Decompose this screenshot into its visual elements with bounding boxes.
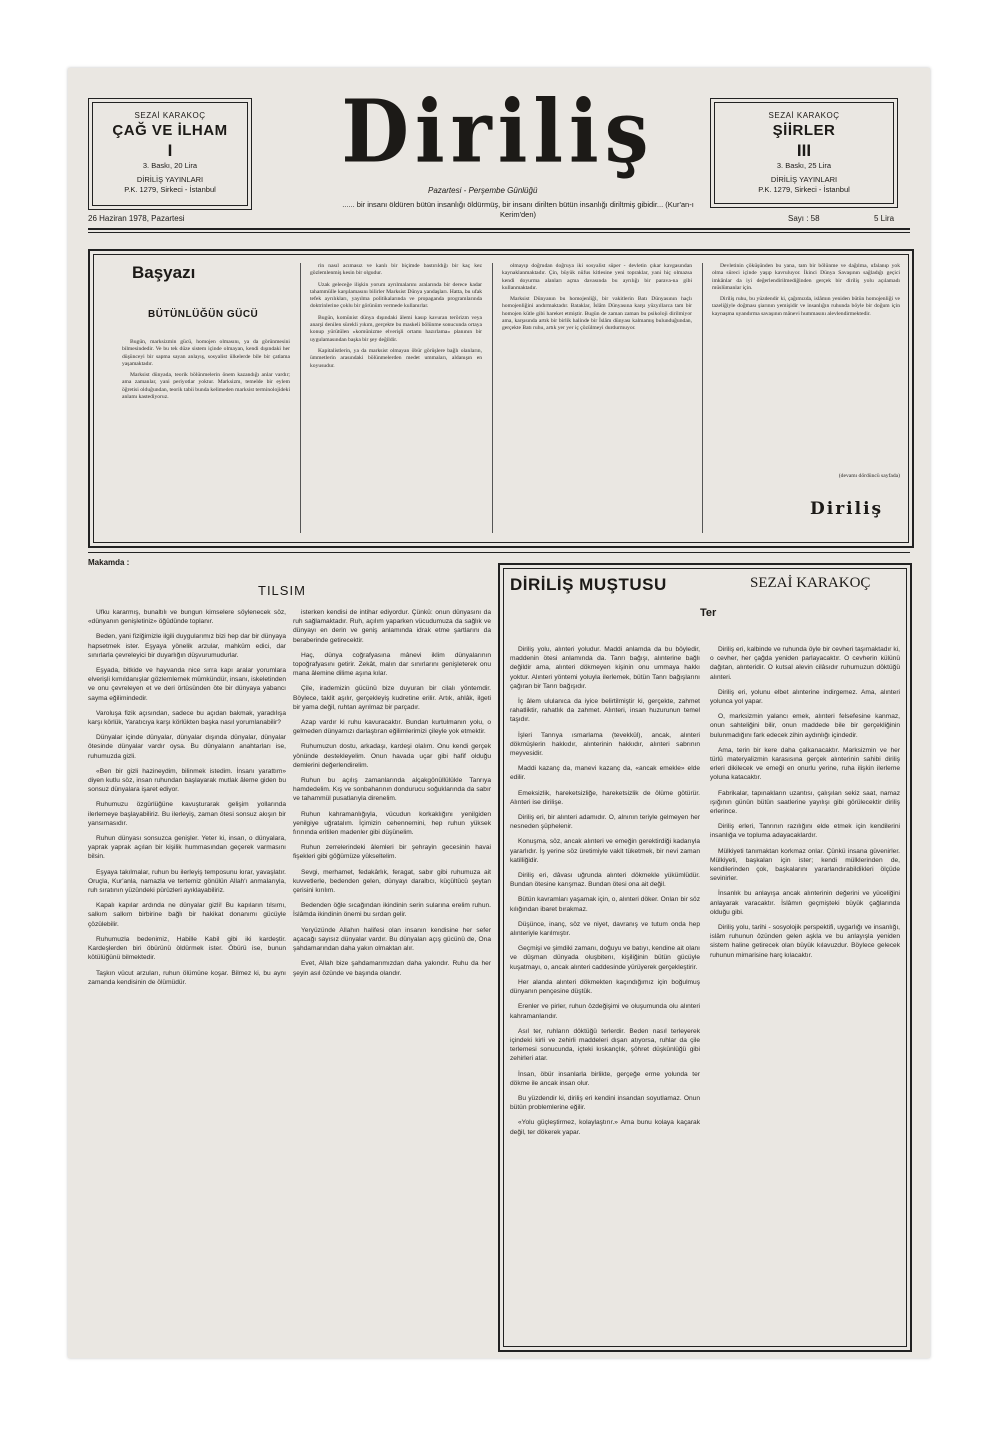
- section-rule: [88, 552, 910, 553]
- right-ad-address: P.K. 1279, Sirkeci - İstanbul: [758, 185, 850, 194]
- makam-paragraph: Sevgi, merhamet, fedakârlık, feragat, sabır gibi ruhumuza ait kuvvetlerle, bedenden gelen, dünyayı daraltıcı, küçültücü şeytan çerisini kırılım.: [293, 868, 491, 895]
- mustu-paragraph: Konuşma, söz, ancak alınteri ve emeğin gerektirdiği kadarıyla yararlıdır. İş yerine söz üretimiyle vakit tüketmek, bir nevi zaman katilliğidir.: [510, 838, 700, 864]
- makam-paragraph: Ruhun zerrelerindeki âlemleri bir şehrayin gecesinin havai fişekleri gibi göğümüze yükseltelim.: [293, 844, 491, 861]
- makam-title: TILSIM: [258, 583, 306, 598]
- makam-paragraph: Yeryüzünde Allahın halifesi olan insanın kendisine her sefer açacağı sayısız dünyalar vardır. Bu dünyaları açış gücünü de, Ona şahdamarından daha yakın olmaktan alır.: [293, 926, 491, 953]
- mustu-paragraph: İç âlem ululanıca da iyice belirtilmiştir ki, gerçekte, zahmet rahatliktir, rahatlık da zahmet. Alınteri, insan huzurunun temel taşıdır.: [510, 698, 700, 724]
- makam-paragraph: Beden, yani fiziğimizle ilgili duygularımız bizi hep dar bir dünyaya hapsetmek ister. Eşyaya yönelik arzular, mahkûm edici, dar sınırlarla çevreleyici bir duyarlığın düşvurumudurlar.: [88, 633, 286, 659]
- makam-paragraph: Evet, Allah bize şahdamarımızdan daha yakındır. Ruhu da her şeyin asıl özünde ve başında olandır.: [293, 960, 491, 977]
- editorial-column-4: [712, 263, 900, 463]
- right-ad-inner-frame: [714, 102, 894, 204]
- mustu-column-1: [510, 645, 700, 1335]
- makam-paragraph: Ruhun bu açılış zamanlarında alçakgönüllülükle Tanrıya hamdedelim. Kış ve sonbaharının dondurucu soğuklarında da sabır ve tahammül pusatlarıyla direnelim.: [293, 777, 491, 803]
- makam-paragraph: Çile, irademizin gücünü bize duyuran bir cilalı yöntemdir. Böylece, taklit aşılır, gerçekleyiş kudretine erilir. Artık, ahlâk, ilgeti bir yama değil, ruhtan ayrılmaz bir parçadır.: [293, 685, 491, 711]
- mustu-paragraph: Bu yüzdendir ki, diriliş eri kendini insandan soyutlamaz. Onun bütün problemlerine eğilir.: [510, 1094, 700, 1112]
- mustu-paragraph: Geçmişi ve şimdiki zamanı, doğuyu ve batıyı, kendine ait olanı ve düşman dünyada oluşbitenı, kişiliğinin bütün gücüyle kuşatmayı, o, ancak alınteri caddesinde yürüyerek gerçekleştirir.: [510, 945, 700, 971]
- makam-column-2: [293, 608, 491, 1348]
- makam-label: Makamda :: [88, 558, 130, 567]
- mustu-paragraph: Diriliş eri, kalbinde ve ruhunda öyle bir cevheri taşımaktadır ki, o cevher, her çağda yeniden parlayacaktır. O cevherin külünü dağıtan, alınteridir. O kutsal alevin cilâsıdır ruhumuzun döktüğü alınteri.: [710, 646, 900, 681]
- makam-paragraph: «Ben bir gizli hazineydim, bilinmek istedim. İnsanı yarattım» diyen kutlu söz, insan ruhundan başlayarak mutlak âleme giden bu sonsuz dünyalara işaret ediyor.: [88, 767, 286, 794]
- mustu-paragraph: Diriliş eri, dâvası uğrunda alınteri dökmekle yükümlüdür. Bundan ötesine karışmaz. Bundan ötesi ona ait değil.: [510, 872, 700, 889]
- mustu-paragraph: Asıl ter, ruhların döktüğü terlerdir. Beden nasıl terleyerek içindeki kirli ve zehirli maddeleri dışarı atıyorsa, ruhlar da çile terlemesi sonucunda, içteki kıskançlık, şöhret düşkünlüğü gibi zehirleri atar.: [510, 1027, 700, 1063]
- makam-paragraph: isterken kendisi de intihar ediyordur. Çünkü: onun dünyasını da ruh sağlamaktadır. Ruh, açılım yaparken vücudumuza da sağlık ve dünyayı en derin ve geniş anlamında idrak etme şartlarını da beraberinde getirecektir.: [293, 609, 491, 644]
- mustu-paragraph: İnsanlık bu anlayışa ancak alınterinin değerini ve yüceliğini anlayarak varacaktır. İslâmın geçmişteki büyük çağlarında olduğu gibi.: [710, 890, 900, 916]
- makam-paragraph: Azap vardır ki ruhu kavuracaktır. Bundan kurtulmanın yolu, o gelmeden dünyamızı darlaştıran eğilimlerimizi çileyle yok etmektir.: [293, 719, 491, 736]
- makam-column-1: [88, 608, 286, 1348]
- makam-paragraph: Varoluşa fizik açısından, sadece bu açıdan bakmak, yaradılışa karşı körlük, Yaratıcıya karşı körlükten başka nasıl yorumlanabilir?: [88, 709, 286, 727]
- editorial-paragraph: Bugün, komünist dünya dışındaki âlemi kasıp kavuran terörizm veya anarşi denilen sürekli yıkım, gerçekte bu maskeli bölünme sonucunda ortaya konup yürütülen «komünizme elverişli ortamı hazırlama» planının bir uygulamasından başka bir şey değildir.: [310, 314, 482, 343]
- makam-paragraph: Kapalı kapılar ardında ne dünyalar gizli! Bu kapıların tılsımı, salkım salkım birbirine bağlı bir hakikat donanımı gücüyle çözülebilir.: [88, 902, 286, 928]
- masthead-quote: ...... bir insanı öldüren bütün insanlığı öldürmüş, bir insanı dirilten bütün insanlığı diriltmiş gibidir... (Kur'an-ı Kerim'den): [342, 200, 694, 219]
- mustu-paragraph: «Yolu güçleştirmez, kolaylaştırır.» Ama bunu kolaya kaçarak değil, ter dökerek yapar.: [510, 1119, 700, 1136]
- editorial-paragraph: rin nasıl acımasız ve kanlı bir biçimde bastırıldığı bir kaç kez gözlemlenmiş kesin bir olgudur.: [310, 263, 482, 277]
- editorial-title: BÜTÜNLÜĞÜN GÜCÜ: [148, 309, 259, 320]
- mustu-paragraph: İnsan, öbür insanlarla birlikte, gerçeğe erme yolunda ter dökme ile ancak insan olur.: [510, 1070, 700, 1087]
- makam-paragraph: Eşyada, bitkide ve hayvanda nice sırra kapı aralar yorumlara elverişli kımıldanışlar gözlemlemek mümkündür, insanı, iskeletinden ve onu çevreleyen et ve deri örtüsünden öte bir dünyaya yabancı sayma eğilimindedir.: [88, 667, 286, 702]
- masthead-title: Diriliş: [341, 82, 655, 183]
- makam-paragraph: Ruhumuzu özgürlüğüne kavuşturarak gelişim yollarında ilerlemeye başlayabiliriz. Bu ilerleyiş, zaman ötesi sonsuz akışın bir yansımasıdır.: [88, 801, 286, 827]
- mustu-paragraph: Erenler ve pirler, ruhun özdeğişimi ve oluşumunda olu alınteri kahramanlarıdır.: [510, 1003, 700, 1020]
- mustu-title: DİRİLİŞ MUŞTUSU: [510, 575, 667, 594]
- editorial-paragraph: Bugün, marksizmin gücü, homojen olmasını, ya da görünmesini bilmesindedir. Ve bu tek düze sistem içinde olmayan, kendi dışındaki her düşünceyi bir sapma sayan anlayış, sosyalist ülkelerde bile bir çatlama yaşamaktadır.: [122, 339, 290, 367]
- makam-paragraph: Eşyaya takılmalar, ruhun bu ilerleyiş temposunu kırar, yavaşlatır. Oruçla, Kur'anla, namazla ve tertemiz gönülün Allah'ı anmalarıyla, ruh sıratının yüzündeki pürüzleri ayıklayabiliriz.: [88, 868, 286, 895]
- editorial-heading: Başyazı: [132, 263, 196, 282]
- mustu-paragraph: Diriliş erleri, Tanrının razılığını elde etmek için kendilerini insanlığa ve topluma adayacaklardır.: [710, 823, 900, 840]
- right-ad-publisher: DİRİLİŞ YAYINLARI: [770, 175, 838, 184]
- mustu-paragraph: Emeksizlik, hareketsizliğe, hareketsizlik de ölüme götürür. Alınteri ise dirilişe.: [510, 789, 700, 806]
- editorial-signature: Diriliş: [810, 499, 884, 519]
- editorial-paragraph: olmayıp doğrudan doğruya iki sosyalist süper - devletin çıkar kavgasından kaynaklanmaktadır. Çin, büyük nüfus kitlesine yeni topraklar, yani hiç olmazsa kendi doyurma alanları açma davasında bu ayrılığı bir parava-na gibi kullanmaktadır.: [502, 263, 692, 291]
- editorial-box: [88, 249, 914, 548]
- makam-paragraph: Ruhun kahramanlığıyla, vücudun korkaklığını yenilgiden yenilgiye uğratalım. İçimizin cehennemini, hep ruhun yüksek fırınında eritilen madenler gibi düşünelim.: [293, 810, 491, 837]
- editorial-continued-note: (devamı dördüncü sayfada): [838, 473, 900, 479]
- left-ad-publisher: DİRİLİŞ YAYINLARI: [136, 175, 204, 184]
- left-ad-title: ÇAĞ VE İLHAM: [112, 122, 228, 139]
- makam-paragraph: Bedenden öğle sıcağından ikindinin serin sularına erelim ruhun. İslâmda ikindinin önemi bu sırdan gelir.: [293, 902, 491, 919]
- mustu-paragraph: Fabrikalar, tapınakların uzantısı, çalışılan sekiz saat, namaz ışığının günün bütün saatlerine yayılışı gibi görülecektir diriliş erlerince.: [710, 789, 900, 816]
- editorial-column-divider: [300, 263, 301, 533]
- mustu-paragraph: İşleri Tanrıya ısmarlama (tevekkül), ancak, alınteri dökmüşlerin hakkıdır, alınterinin hakkıdır, alınteri sabrının meyvesidir.: [510, 731, 700, 758]
- mustu-paragraph: Diriliş eri, yolunu elbet alınterine indirgemez. Ama, alınteri yolunca yol yapar.: [710, 688, 900, 706]
- editorial-paragraph: Marksist Dünyanın bu homojenliği, bir vakitlerin Batı Dünyasının haçlı homojenliğini andırmaktadır. Bataklar, İslâm Dünyasına karşı yüzyıllarca tam bir homojen kütle gibi hareket etmiştir. Bugün de zaman zaman bu psikoloji dirilmiyor ama, karşısında artık bir birlik halinde bir İslâm dünyası kalmamış bulunduğundan, gerçekte Batı ruhu, artık yer yer iç çözülmeyi durdurmuyor.: [502, 296, 692, 332]
- right-ad-author: SEZAİ KARAKOÇ: [768, 111, 840, 120]
- right-book-ad: [710, 98, 898, 208]
- editorial-paragraph: Kapitalistlerin, ya da marksist olmayan öbür görüşlere bağlı olanların, ümmetlerin arasındaki bölünmelerden medet ummaları, aldanışın en koyusudur.: [310, 347, 482, 369]
- mustu-paragraph: Maddi kazanç da, manevi kazanç da, «ancak emekle» elde edilir.: [510, 765, 700, 782]
- editorial-column-1: [122, 339, 290, 529]
- mustu-paragraph: Diriliş yolu, alınteri yoludur. Maddi anlamda da bu böyledir, maddenin ötesi anlamında da. Tanrı bağışı, alınterine bağlı değildir ama, alınteri dökmeyen kişinin onu ummaya hakkı yoktur. Alınteri yöntemi yoluyla ilerlemek, bütün Tanrı bağışlarını çağıran bir Tanrı bağışıdır.: [510, 646, 700, 690]
- editorial-column-divider: [492, 263, 493, 533]
- mustu-paragraph: Diriliş eri, bir alınteri adamıdır. O, alnının teriyle gelmeyen her nesneden şüphelenir.: [510, 814, 700, 831]
- editorial-column-divider: [702, 263, 703, 533]
- right-ad-title: ŞİİRLER: [772, 122, 836, 139]
- left-ad-edition: 3. Baskı, 20 Lira: [142, 161, 198, 170]
- editorial-paragraph: Diriliş ruhu, bu yüzdendir ki, çağımızda, islâmın yeniden bütün homojenliği ve tazeliğiyle doğması şiarının yemişidir ve insanlığın ruhunda böyle bir doğum için kaynaşma uyandırma savaşının mânevi hummasını alevlendirmektedir.: [712, 296, 900, 317]
- mustu-column-2: [710, 645, 900, 1335]
- mustu-paragraph: O, marksizmin yalancı emek, alınteri felsefesine kanmaz, onun sahteliğini bilir, onun maddede bile bir gerçekliğinin bulunmadığını fark edecek zihin aydınlığı içindedir.: [710, 713, 900, 739]
- mustu-subtitle: Ter: [700, 607, 717, 619]
- masthead-rule-top: [88, 228, 910, 230]
- makam-paragraph: Dünyalar içinde dünyalar, dünyalar dışında dünyalar, dünyalar ötesinde dünyalar vardır oysa. Bu dünyaların anahtarları ise, ruhumuzda gizli.: [88, 734, 286, 760]
- mustu-author: SEZAİ KARAKOÇ: [750, 575, 871, 591]
- left-ad-volume: I: [167, 141, 173, 160]
- editorial-column-3: [502, 263, 692, 533]
- mustu-paragraph: Her alanda alınteri dökmekten kaçındığımız için boğulmuş dünyanın pençesine düştük.: [510, 978, 700, 996]
- makam-paragraph: Haç, dünya coğrafyasına mânevi iklim dünyalarının topoğrafyasını getirir. Zekât, malın dar sınırlarını genişleterek onu mana âlemine dilime aşına kılar.: [293, 651, 491, 678]
- right-ad-volume: III: [796, 141, 812, 160]
- left-ad-address: P.K. 1279, Sirkeci - İstanbul: [124, 185, 216, 194]
- editorial-paragraph: Marksist dünyada, teorik bölünmelerin önem kazandığı anlar vardır; ama zamanlar, yani periyotlar yoktur. Marksizm, temelde bir eylem öğretisi olduğundan, teorik tabii bunda kelimeden marksist terminolojideki anlamı kastediyoruz.: [122, 372, 290, 401]
- makam-paragraph: Ufku kararmış, bunaltılı ve bungun kimselere söylenecek söz, «dünyanın genişletiniz» öğüdünde toplanır.: [88, 609, 286, 626]
- mustu-box: [498, 563, 912, 1352]
- mustu-paragraph: Düşünce, inanç, söz ve niyet, davranış ve tutum onda hep alınteriyle karılmıştır.: [510, 920, 700, 938]
- mustu-paragraph: Diriliş yolu, tarihi - sosyolojik perspektifi, uygarlığı ve insanlığı, islâm ruhunun özünden gelen aşkla ve bu anlayışla yeniden sistem haline getirecek olan büyük kılavuzdur. Böylece gelecek ruhunun mimarisine harç kılacaktır.: [710, 924, 900, 959]
- issue-date: 26 Haziran 1978, Pazartesi: [88, 214, 185, 223]
- masthead-rule-bottom: [88, 232, 910, 233]
- editorial-paragraph: Uzak geleceğe ilişkin yorum ayrılmalarını aralarında bir derece kadar tahammülle karşılamasını bilirler Marksist Dünya yandaşları. Hatta, bu ufak tefek ayrılıkları, yayılma politikalarında ve propaganda programlarında doktrinlerine çoklu bir görünüm vermede kullanırlar.: [310, 281, 482, 310]
- left-ad-author: SEZAİ KARAKOÇ: [134, 111, 206, 120]
- issue-number: Sayı : 58: [788, 214, 820, 223]
- newspaper-page: [68, 68, 930, 1358]
- editorial-paragraph: Devletinin çöküşünden bu yana, tam bir bölünme ve dağılma, ufalanıp yok olma süreci içinde yaşıp kavruluyor. İkinci Dünya Savaşının sağladığı geçici imkânlar da iyi değerlendirilmediğinden gerçek bir diriliş yolu açılamadı müslümanlar için.: [712, 263, 900, 291]
- makam-paragraph: Taşkın vücut arzuları, ruhun ölümüne koşar. Bilmez ki, bu aynı zamanda kendisinin de ölümüdür.: [88, 969, 286, 986]
- mustu-paragraph: Bütün kavramları yaşamak için, o, alınteri döker. Onları bir söz kılığından ibaret bırakmaz.: [510, 896, 700, 913]
- editorial-column-2: [310, 263, 482, 533]
- left-book-ad: [88, 98, 252, 210]
- issue-price: 5 Lira: [874, 214, 895, 223]
- makam-paragraph: Ruhumuzun dostu, arkadaşı, kardeşi olalım. Onu kendi gerçek yönünde destekleyelim. Onun havada uçar gibi hafif olduğu demlerini değerlendirelim.: [293, 743, 491, 769]
- left-ad-inner-frame: [92, 102, 248, 206]
- mustu-paragraph: Ama, terin bir kere daha çalkanacaktır. Marksizmin ve her türlü materyalizmin karasısına gerçek alınterinin sahibi diriliş erleri dikilecek ve emeği en onurlu yerine, ruha ilişkin ilerleme yoluna katacaktır.: [710, 746, 900, 782]
- makam-paragraph: Ruhumuzla bedenimiz, Habille Kabil gibi iki kardeştir. Kardeşlerden biri öbürünü öldürmek ister. Öbürü ise, bunun kötülüğünü bilmektedir.: [88, 935, 286, 962]
- masthead-subtitle: Pazartesi - Perşembe Günlüğü: [428, 186, 538, 195]
- right-ad-edition: 3. Baskı, 25 Lira: [776, 161, 832, 170]
- mustu-paragraph: Mülkiyeti tanımaktan korkmaz onlar. Çünkü insana güvenirler. Mülkiyeti, başkaları için ister; kendi mülklerinden de, kendilerinden çok, başkalarını yararlandırabildikleri ölçüde sevinirler.: [710, 847, 900, 883]
- makam-paragraph: Ruhun dünyası sonsuzca genişler. Yeter ki, insan, o dünyalara, yaprak yaprak açılan bir kişilik hummasından geçerek varmasını bilsin.: [88, 835, 286, 861]
